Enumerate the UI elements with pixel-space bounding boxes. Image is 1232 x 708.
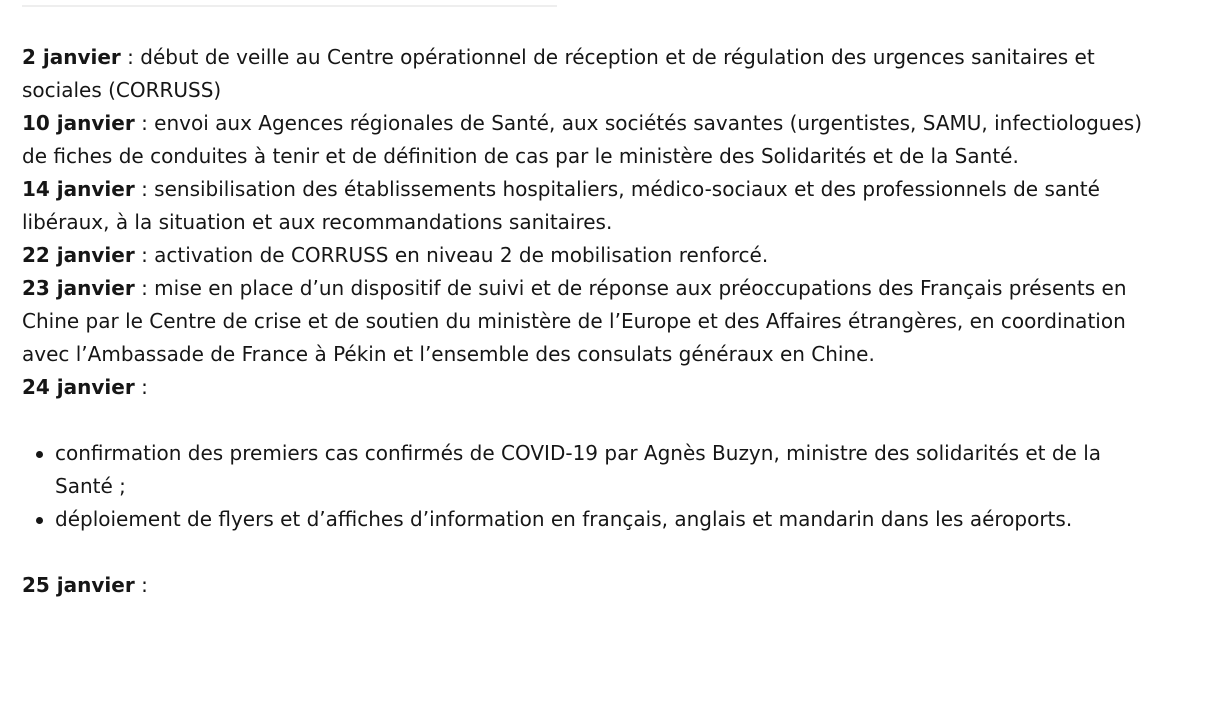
entry-text: : — [134, 573, 148, 597]
entry-text: : sensibilisation des établissements hospitaliers, médico-sociaux et des professionnels de santé libéraux, à la situation et aux recommandations sanitaires. — [22, 177, 1100, 234]
entry-text: : envoi aux Agences régionales de Santé, aux sociétés savantes (urgentistes, SAMU, infectiologues) de fiches de conduites à tenir et de définition de cas par le ministère des Solidarités et de la Santé. — [22, 111, 1143, 168]
entry-date: 22 janvier — [22, 243, 135, 267]
entry-date: 10 janvier — [22, 111, 135, 135]
timeline-entry — [22, 107, 1162, 173]
entry-date: 24 janvier — [22, 375, 135, 399]
entry-date: 25 janvier — [22, 573, 135, 597]
bullet-list — [22, 437, 1162, 536]
entry-date: 2 janvier — [22, 45, 121, 69]
entry-text: : activation de CORRUSS en niveau 2 de mobilisation renforcé. — [134, 243, 769, 267]
top-divider — [22, 5, 557, 7]
entry-date: 23 janvier — [22, 276, 135, 300]
timeline-content — [22, 41, 1162, 602]
list-item: confirmation des premiers cas confirmés de COVID-19 par Agnès Buzyn, ministre des solidarités et de la Santé ; — [55, 437, 1162, 503]
entry-text: : début de veille au Centre opérationnel de réception et de régulation des urgences sanitaires et sociales (CORRUSS) — [22, 45, 1095, 102]
timeline-entry — [22, 239, 1162, 272]
timeline-entry — [22, 371, 1162, 404]
entry-text: : — [134, 375, 148, 399]
timeline-entry — [22, 569, 1162, 602]
entry-date: 14 janvier — [22, 177, 135, 201]
list-item: déploiement de flyers et d’affiches d’information en français, anglais et mandarin dans les aéroports. — [55, 503, 1162, 536]
timeline-entry — [22, 272, 1162, 371]
entry-text: : mise en place d’un dispositif de suivi et de réponse aux préoccupations des Français présents en Chine par le Centre de crise et de soutien du ministère de l’Europe et des Affaires étrangères, en coordination avec l’Ambassade de France à Pékin et l’ensemble des consulats généraux en Chine. — [22, 276, 1127, 366]
timeline-entry — [22, 173, 1162, 239]
timeline-entry — [22, 41, 1162, 107]
